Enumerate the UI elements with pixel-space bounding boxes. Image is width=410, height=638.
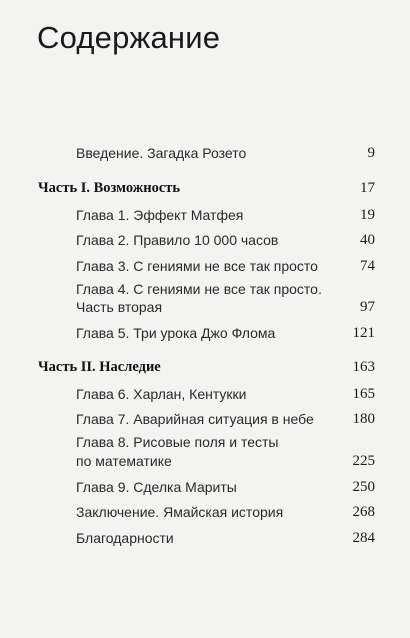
toc-page-number: 165: [352, 386, 375, 402]
toc-page-number: 19: [360, 207, 375, 223]
toc-entry-chapter-1: [0, 204, 410, 226]
toc-part-label: Часть I. Возможность: [38, 180, 181, 196]
toc-entry-chapter-5: [0, 322, 410, 344]
toc-entry-label: Заключение. Ямайская история: [76, 504, 284, 520]
toc-entry-label-line2: по математике: [76, 453, 172, 469]
toc-entry-chapter-9: [0, 476, 410, 498]
toc-entry-label: Глава 5. Три урока Джо Флома: [76, 325, 276, 341]
toc-part-label: Часть II. Наследие: [38, 359, 161, 375]
toc-entry-label: Глава 9. Сделка Мариты: [76, 479, 237, 495]
toc-entry-label: Глава 3. С гениями не все так просто: [76, 258, 318, 274]
toc-page-number: 74: [360, 258, 375, 274]
toc-entry-label: Благодарности: [76, 530, 174, 546]
toc-page-number: 9: [367, 145, 375, 161]
toc-page-number: 17: [360, 180, 375, 196]
toc-entry-label: Глава 4. С гениями не все так просто.: [76, 281, 322, 297]
toc-page-number: 250: [352, 479, 375, 495]
toc-entry-label: Глава 1. Эффект Матфея: [76, 207, 244, 223]
toc-page-number: 225: [352, 453, 375, 469]
toc-entry-label: Глава 7. Аварийная ситуация в небе: [76, 411, 314, 427]
toc-entry-chapter-4-continued: [0, 296, 410, 318]
toc-page-number: 121: [352, 325, 375, 341]
toc-entry-acknowledgements: [0, 527, 410, 549]
toc-entry-label: Глава 2. Правило 10 000 часов: [76, 232, 279, 248]
toc-entry-chapter-3: [0, 255, 410, 277]
toc-page-number: 180: [352, 411, 375, 427]
toc-page-number: 268: [352, 504, 375, 520]
toc-entry-chapter-2: [0, 229, 410, 251]
toc-entry-introduction: [0, 142, 410, 164]
page-title: Содержание: [37, 20, 221, 55]
toc-page-number: 284: [352, 530, 375, 546]
toc-entry-label: Глава 6. Харлан, Кентукки: [76, 386, 247, 402]
toc-page-number: 97: [360, 299, 375, 315]
toc-entry-label: Введение. Загадка Розето: [76, 145, 247, 161]
toc-entry-conclusion: [0, 501, 410, 523]
toc-part-2: [0, 356, 410, 378]
toc-page-number: 40: [360, 232, 375, 248]
toc-entry-label: Глава 8. Рисовые поля и тесты: [76, 434, 279, 450]
toc-part-1: [0, 177, 410, 199]
toc-entry-label-line2: Часть вторая: [76, 299, 163, 315]
toc-entry-chapter-6: [0, 383, 410, 405]
toc-page-number: 163: [352, 359, 375, 375]
toc-entry-chapter-7: [0, 408, 410, 430]
toc-entry-chapter-8-continued: [0, 450, 410, 472]
